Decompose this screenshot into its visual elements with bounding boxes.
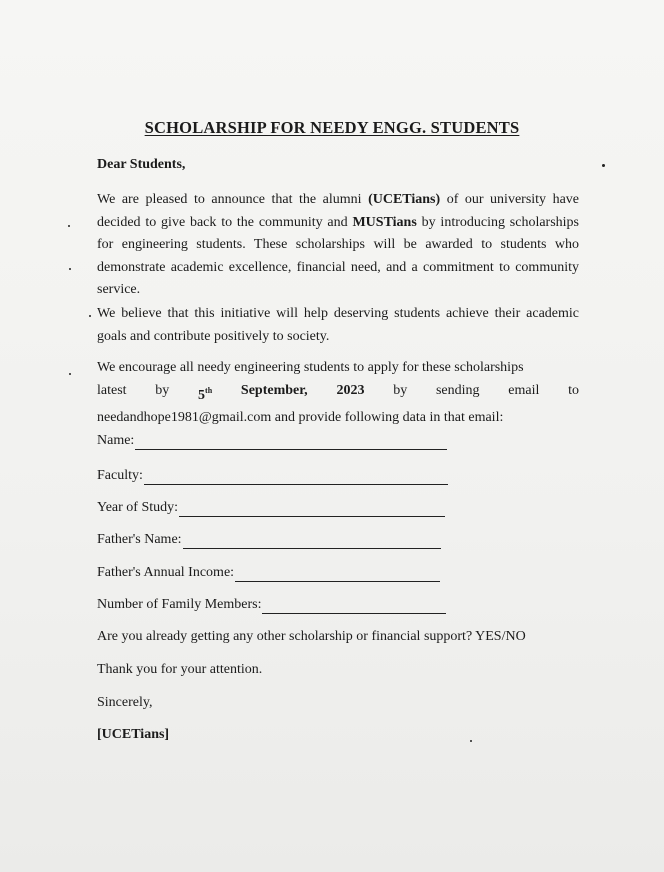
paragraph-announcement bbox=[97, 189, 579, 302]
field-father-income-blank[interactable] bbox=[235, 567, 440, 582]
field-faculty-label: Faculty: bbox=[97, 468, 143, 483]
salutation: Dear Students, bbox=[97, 157, 186, 172]
field-name-label: Name: bbox=[97, 433, 135, 448]
word-by: by bbox=[155, 382, 170, 398]
day-suffix: th bbox=[205, 385, 213, 395]
deadline-day: 5th bbox=[198, 385, 213, 403]
field-father-name bbox=[97, 531, 441, 549]
thanks-line: Thank you for your attention. bbox=[97, 662, 263, 677]
closing: Sincerely, bbox=[97, 695, 153, 710]
paragraph-initiative: We believe that this initiative will help deserving students achieve their academic goals and contribute positively to society. bbox=[97, 306, 579, 344]
scan-speck bbox=[602, 164, 605, 167]
signature: [UCETians] bbox=[97, 727, 170, 742]
scholarship-question: Are you already getting any other scholarship or financial support? YES/NO bbox=[97, 629, 526, 644]
field-name bbox=[97, 432, 447, 450]
word-latest: latest bbox=[97, 382, 127, 398]
deadline-month: September, bbox=[240, 382, 308, 398]
field-year-blank[interactable] bbox=[179, 502, 445, 517]
field-family-members bbox=[97, 596, 446, 614]
field-father-income-label: Father's Annual Income: bbox=[97, 565, 235, 580]
apply-line-1: We encourage all needy engineering students to apply for these scholarships bbox=[97, 360, 524, 375]
word-by-2: by bbox=[393, 382, 408, 398]
apply-line-2 bbox=[97, 380, 579, 408]
alumni-name: (UCETians) bbox=[368, 192, 441, 207]
scan-speck bbox=[69, 373, 71, 375]
announcement-text-1: We are pleased to announce that the alumni bbox=[97, 192, 369, 207]
field-year bbox=[97, 499, 445, 517]
paragraph-apply bbox=[97, 357, 579, 430]
field-father-name-label: Father's Name: bbox=[97, 532, 182, 547]
field-father-income bbox=[97, 564, 440, 582]
field-faculty-blank[interactable] bbox=[144, 470, 448, 485]
deadline-year: 2023 bbox=[336, 382, 365, 398]
announcement-text-2: of our university have decided to give back to the community and bbox=[97, 192, 580, 230]
apply-line-3: needandhope1981@gmail.com and provide following data in that email: bbox=[97, 410, 504, 425]
scan-speck bbox=[68, 225, 70, 227]
scan-speck bbox=[89, 315, 91, 317]
scan-speck bbox=[69, 268, 71, 270]
field-family-members-blank[interactable] bbox=[262, 599, 446, 614]
field-name-blank[interactable] bbox=[135, 435, 447, 450]
word-sending: sending bbox=[435, 382, 480, 398]
scan-speck bbox=[470, 740, 472, 742]
field-faculty bbox=[97, 467, 448, 485]
announcement-text-3: by introducing scholarships for engineering students. These scholarships will be awarded to students who demonstrate academic excellence, financial need, and a commitment to community service. bbox=[97, 214, 580, 297]
word-to: to bbox=[568, 382, 579, 398]
word-email: email bbox=[508, 382, 540, 398]
community-name: MUSTians bbox=[352, 214, 417, 230]
field-family-members-label: Number of Family Members: bbox=[97, 597, 262, 612]
field-year-label: Year of Study: bbox=[97, 500, 179, 515]
field-father-name-blank[interactable] bbox=[183, 534, 441, 549]
document-title: SCHOLARSHIP FOR NEEDY ENGG. STUDENTS bbox=[144, 118, 520, 137]
